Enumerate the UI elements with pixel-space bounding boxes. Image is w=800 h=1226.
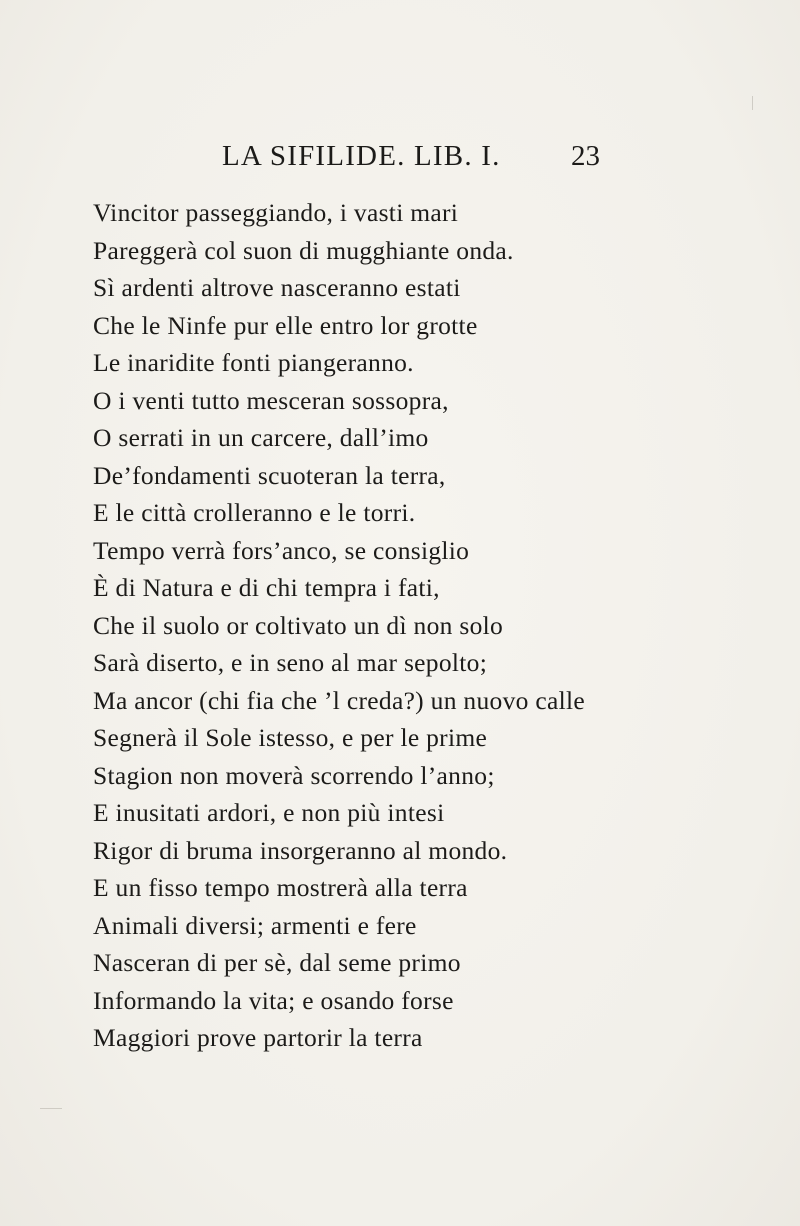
verse-line: Informando la vita; e osando forse bbox=[93, 985, 454, 1015]
running-title: LA SIFILIDE. LIB. I. bbox=[222, 140, 501, 172]
verse-line: Ma ancor (chi fia che ’l creda?) un nuovo calle bbox=[93, 685, 585, 715]
verse-line: Animali diversi; armenti e fere bbox=[93, 910, 417, 940]
verse-line: Stagion non moverà scorrendo l’anno; bbox=[93, 760, 495, 790]
verse-line: È di Natura e di chi tempra i fati, bbox=[93, 573, 440, 602]
verse-line: Maggiori prove partorir la terra bbox=[93, 1023, 423, 1052]
verse-block bbox=[93, 194, 773, 1057]
verse-line: E inusitati ardori, e non più intesi bbox=[93, 798, 445, 827]
verse-line: De’fondamenti scuoteran la terra, bbox=[93, 460, 446, 490]
verse-line: Le inaridite fonti piangeranno. bbox=[93, 348, 414, 377]
verse-line: O i venti tutto mesceran sossopra, bbox=[93, 385, 449, 415]
verse-line: E un fisso tempo mostrerà alla terra bbox=[93, 873, 468, 902]
verse-line: O serrati in un carcere, dall’imo bbox=[93, 423, 429, 452]
verse-line: Tempo verrà fors’anco, se consiglio bbox=[93, 535, 470, 565]
verse-line: Nasceran di per sè, dal seme primo bbox=[93, 948, 461, 977]
verse-line: Che le Ninfe pur elle entro lor grotte bbox=[93, 310, 478, 340]
verse-line: Vincitor passeggiando, i vasti mari bbox=[93, 198, 459, 227]
verse-line: E le città crolleranno e le torri. bbox=[93, 498, 416, 527]
verse-line: Rigor di bruma insorgeranno al mondo. bbox=[93, 835, 508, 865]
verse-line: Che il suolo or coltivato un dì non solo bbox=[93, 610, 504, 640]
verse-line: Sì ardenti altrove nasceranno estati bbox=[93, 273, 461, 302]
margin-speck bbox=[40, 1108, 62, 1109]
verse-line: Pareggerà col suon di mugghiante onda. bbox=[93, 235, 514, 265]
verse-line: Sarà diserto, e in seno al mar sepolto; bbox=[93, 648, 488, 677]
running-head bbox=[0, 140, 800, 180]
margin-speck bbox=[752, 96, 753, 110]
verse-line: Segnerà il Sole istesso, e per le prime bbox=[93, 723, 488, 752]
page-number: 23 bbox=[571, 140, 600, 172]
